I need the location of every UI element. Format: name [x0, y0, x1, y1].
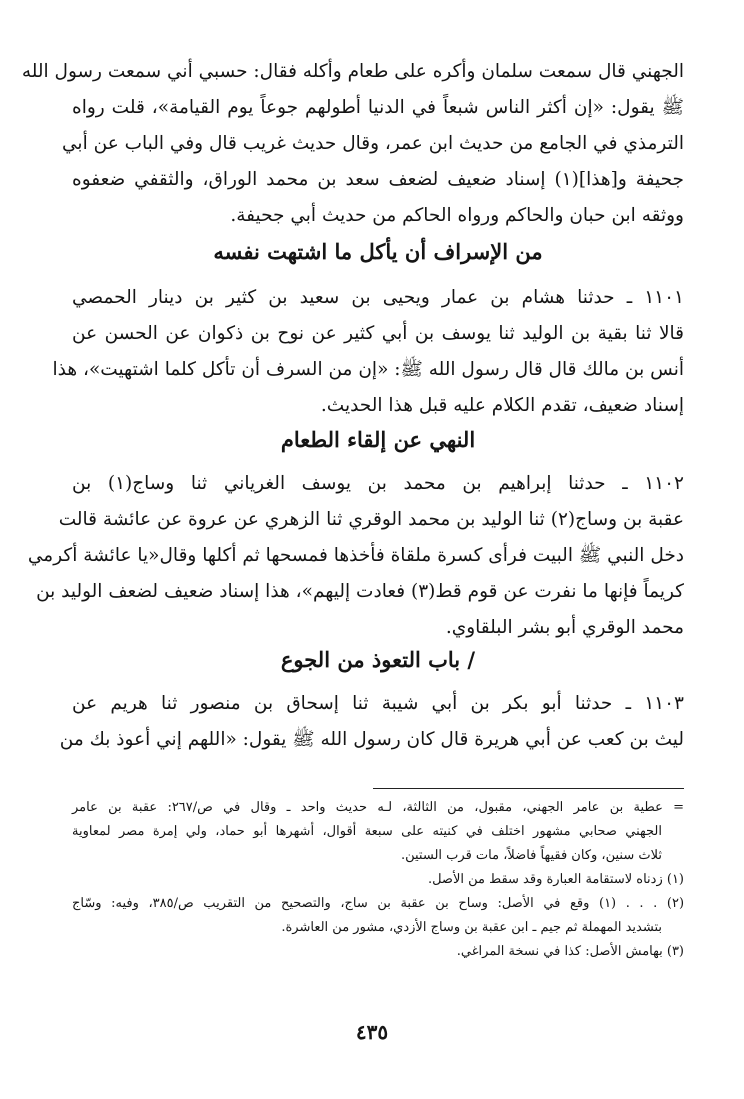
section-heading-hunger: / باب التعوذ من الجوع [280, 647, 476, 672]
text-line: ليث بن كعب عن أبي هريرة قال كان رسول الله ﷺ يقول: «اللهم إني أعوذ بك من [59, 729, 684, 750]
text-line: أنس بن مالك قال قال رسول الله ﷺ: «إن من السرف أن تأكل كلما اشتهيت»، هذا [52, 359, 684, 380]
text-line: ١١٠٣ ـ حدثنا أبو بكر بن أبي شيبة ثنا إسحاق بن منصور ثنا هريم عن [72, 693, 684, 714]
text-line: محمد الوقري أبو بشر البلقاوي. [445, 617, 684, 638]
text-line: دخل النبي ﷺ البيت فرأى كسرة ملقاة فأخذها فمسحها ثم أكلها وقال«يا عائشة أكرمي [27, 545, 684, 566]
text-line: ١١٠١ ـ حدثنا هشام بن عمار ويحيى بن سعيد بن كثير بن دينار الحمصي [72, 287, 684, 308]
footnotes [72, 796, 684, 964]
text-line: جحيفة و[هذا](١) إسناد ضعيف لضعف سعد بن محمد الوراق، والثقفي ضعفوه [72, 169, 684, 190]
section-heading-food: النهي عن إلقاء الطعام [280, 427, 476, 452]
footnote-divider [373, 788, 684, 789]
footnote-line: (٢) . . . (١) وقع في الأصل: وساح بن عقبة بن ساج، والتصحيح من التقريب ص/٣٨٥، وفيه: وسّاج [72, 896, 685, 911]
page-number: ٤٣٥ [355, 1020, 389, 1044]
text-line: إسناد ضعيف، تقدم الكلام عليه قبل هذا الحديث. [320, 395, 684, 416]
footnote-line: = عطية بن عامر الجهني، مقبول، من الثالثة، لـه حديث واحد ـ وقال في ص/٢٦٧: عقبة بن عامر [72, 800, 684, 815]
hadith-1102 [27, 466, 684, 646]
text-line: الجهني قال سمعت سلمان وأكره على طعام وأكله فقال: حسبي أني سمعت رسول الله [21, 61, 684, 82]
text-line: ﷺ يقول: «إن أكثر الناس شبعاً في الدنيا أطولهم جوعاً يوم القيامة»، قلت رواه [72, 97, 684, 118]
text-line: قالا ثنا بقية بن الوليد ثنا يوسف بن أبي كثير عن نوح بن ذكوان عن الحسن عن [72, 323, 684, 344]
footnote-line: (١) زدناه لاستقامة العبارة وقد سقط من الأصل. [427, 872, 684, 887]
footnote-line: ثلاث سنين، وكان فقيهاً فاضلاً، مات قرب الستين. [400, 848, 662, 863]
paragraph-continuation [21, 54, 684, 234]
hadith-1103 [59, 686, 684, 758]
footnote-line: بتشديد المهملة ثم جيم ـ ابن عقبة بن وساج الأزدي، مشور من العاشرة. [281, 920, 662, 935]
footnote-line: (٣) بهامش الأصل: كذا في نسخة المراغي. [456, 944, 684, 959]
footnote-line: الجهني صحابي مشهور اختلف في كنيته على سبعة أقوال، أشهرها أبو حماد، ولي إمرة مصر لمعاوية [72, 824, 662, 839]
text-line: ١١٠٢ ـ حدثنا إبراهيم بن محمد بن يوسف الغرياني ثنا وساج(١) بن [72, 473, 684, 494]
hadith-1101 [52, 280, 684, 424]
text-line: ووثقه ابن حبان والحاكم ورواه الحاكم من حديث أبي جحيفة. [230, 205, 684, 226]
text-line: عقبة بن وساج(٢) ثنا الوليد بن محمد الوقري ثنا الزهري عن عروة عن عائشة قالت [58, 509, 684, 530]
text-line: الترمذي في الجامع من حديث ابن عمر، وقال حديث غريب قال وفي الباب عن أبي [62, 133, 684, 154]
text-line: كريماً فإنها ما نفرت عن قوم قط(٣) فعادت إليهم»، هذا إسناد ضعيف لضعف الوليد بن [36, 581, 684, 602]
section-heading-israf: من الإسراف أن يأكل ما اشتهت نفسه [213, 239, 543, 264]
